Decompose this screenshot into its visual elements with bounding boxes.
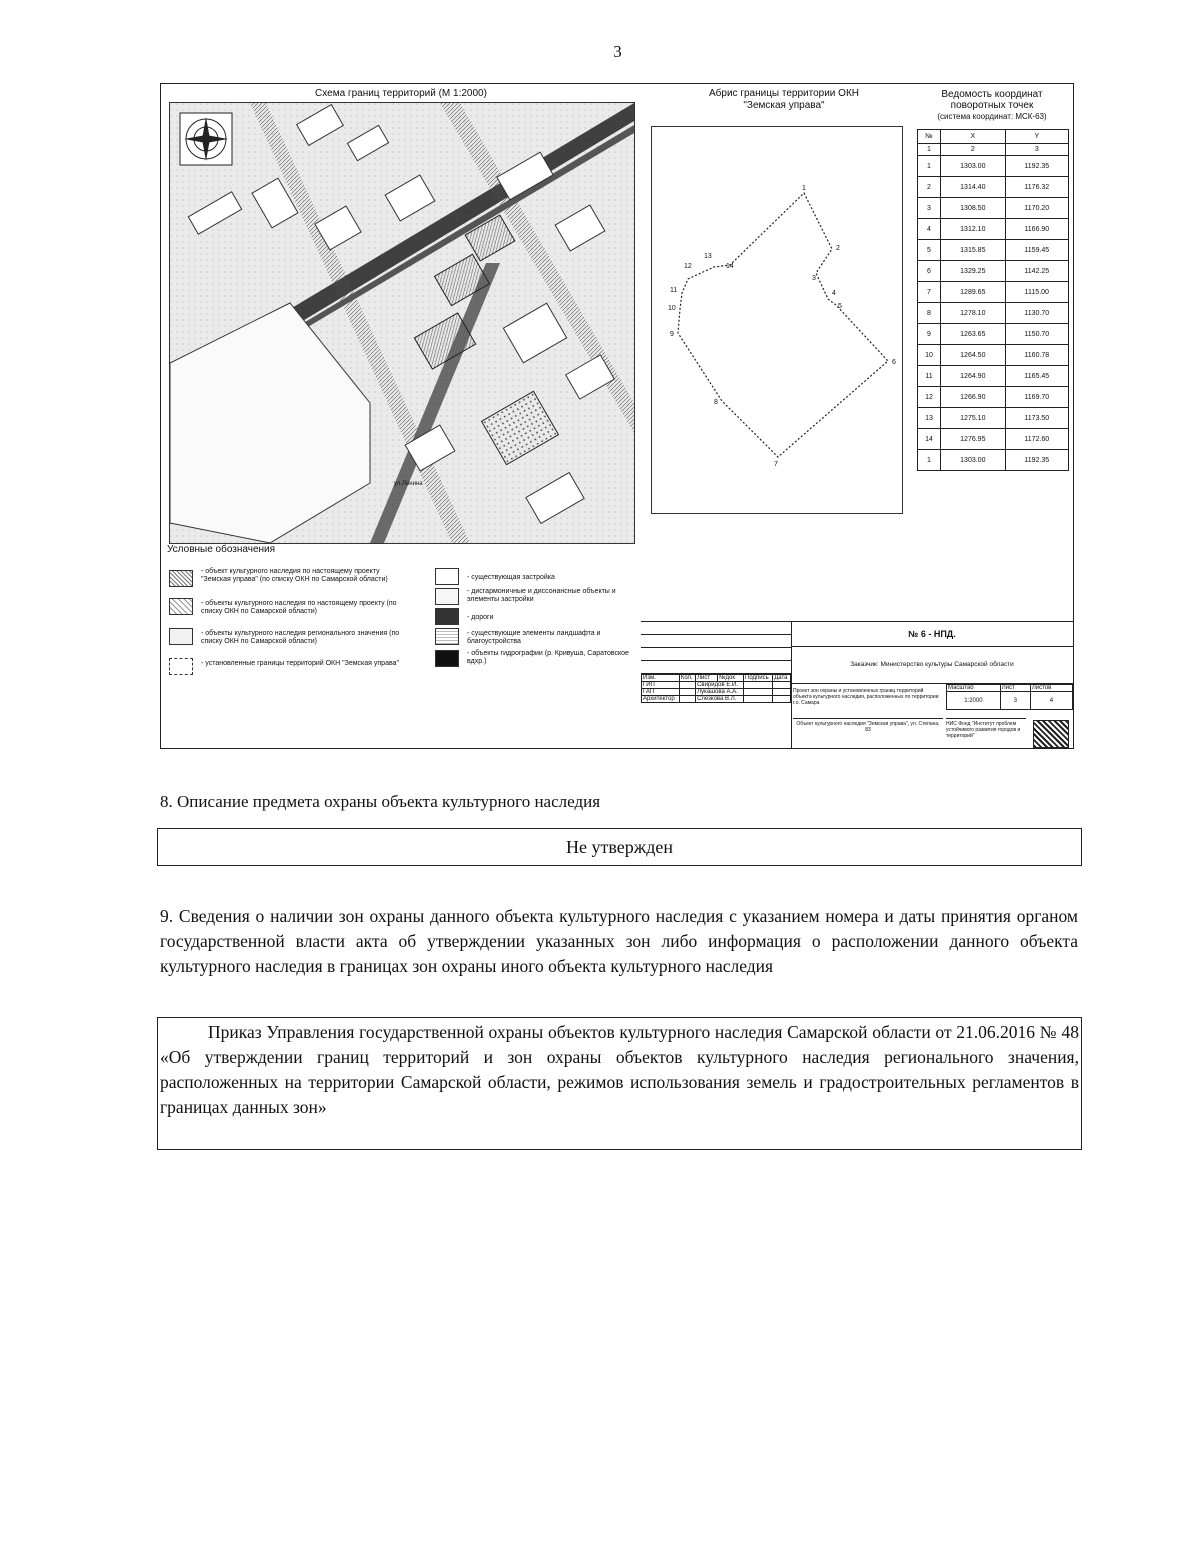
legend-swatch <box>169 628 193 645</box>
legend-swatch <box>435 650 459 667</box>
stamp-person: Лукашова А.А. <box>696 689 744 696</box>
table-row <box>918 408 1069 429</box>
stamp-col-header: №док <box>718 675 744 682</box>
coords-subheader: 1 <box>918 144 941 156</box>
cell: 1308.50 <box>941 198 1006 219</box>
legend-item: - установленные границы территорий ОКН "Земская управа" <box>201 660 399 667</box>
cell: 1264.90 <box>941 366 1006 387</box>
cell: 10 <box>918 345 941 366</box>
map-title: Схема границ территорий (М 1:2000) <box>315 88 487 99</box>
legend-item: - объекты культурного наследия регионального значения (по списку ОКН по Самарской области) <box>201 630 400 645</box>
point-label: 8 <box>714 399 718 406</box>
cell: 1173.50 <box>1005 408 1068 429</box>
abris-title-line1: Абрис границы территории ОКН <box>709 88 859 99</box>
cell: 4 <box>918 219 941 240</box>
table-row <box>918 387 1069 408</box>
coords-table <box>917 129 1069 471</box>
section9-heading: 9. Сведения о наличии зон охраны данного объекта культурного наследия с указанием номера и даты принятия органом государственной власти акта об утверждении указанных зон либо информация о расположении данного объекта культурного наследия в границах зон охраны иного объекта культурного наследия <box>160 906 1078 976</box>
legend-swatch <box>169 658 193 675</box>
point-label: 13 <box>704 253 712 260</box>
cell: 1165.45 <box>1005 366 1068 387</box>
cell: 3 <box>918 198 941 219</box>
cell: 5 <box>918 240 941 261</box>
stamp-person: Слезкова В.Л. <box>696 696 744 703</box>
coords-title-line3: (система координат: МСК-63) <box>937 112 1047 121</box>
cell: 1192.35 <box>1005 156 1068 177</box>
cell: 1159.45 <box>1005 240 1068 261</box>
legend-item: - объекты гидрографии (р. Кривуша, Саратовское вдхр.) <box>467 650 629 665</box>
cell: 1 <box>918 156 941 177</box>
legend-item: - объекты культурного наследия по настоящему проекту (по списку ОКН по Самарской области) <box>201 600 397 615</box>
abris-title-line2: "Земская управа" <box>743 100 825 111</box>
table-row <box>918 156 1069 177</box>
coords-header: X <box>941 130 1006 144</box>
point-label: 12 <box>684 263 692 270</box>
cell: 1192.35 <box>1005 450 1068 471</box>
table-row <box>918 240 1069 261</box>
cell: 1172.60 <box>1005 429 1068 450</box>
cell: 1278.10 <box>941 303 1006 324</box>
coords-title-line2: поворотных точек <box>950 100 1034 111</box>
cell: 1176.32 <box>1005 177 1068 198</box>
point-label: 9 <box>670 331 674 338</box>
point-label: 14 <box>726 263 734 270</box>
cell: 1169.70 <box>1005 387 1068 408</box>
cell: 1275.10 <box>941 408 1006 429</box>
cell: 1130.70 <box>1005 303 1068 324</box>
table-row <box>918 219 1069 240</box>
legend-item: - объект культурного наследия по настоящему проекту "Земская управа" (по списку ОКН по Самарской области) <box>201 568 388 583</box>
cell: 12 <box>918 387 941 408</box>
coords-subheader: 2 <box>941 144 1006 156</box>
legend-item: - дисгармоничные и диссонансные объекты и элементы застройки <box>467 588 616 603</box>
table-row <box>918 450 1069 471</box>
cell: 1329.25 <box>941 261 1006 282</box>
stamp-stage <box>946 684 1073 710</box>
stamp-col-header: Кол. <box>679 675 695 682</box>
table-row <box>918 261 1069 282</box>
cell: 1150.70 <box>1005 324 1068 345</box>
cell: 1289.65 <box>941 282 1006 303</box>
cell: 1266.90 <box>941 387 1006 408</box>
legend-item: - существующая застройка <box>467 574 555 581</box>
cell: 8 <box>918 303 941 324</box>
table-row <box>918 198 1069 219</box>
point-label: 11 <box>670 287 678 294</box>
abris-title <box>649 88 919 112</box>
cell: 1160.78 <box>1005 345 1068 366</box>
compass-icon <box>180 113 232 165</box>
legend-swatch <box>169 570 193 587</box>
section8-value: Не утвержден <box>157 828 1082 866</box>
drawing-sheet <box>160 83 1074 749</box>
legend-swatch <box>435 628 459 645</box>
table-row <box>918 282 1069 303</box>
cell: 1303.00 <box>941 156 1006 177</box>
coords-title-line1: Ведомость координат <box>941 89 1043 100</box>
stamp-signatures <box>641 674 791 703</box>
stamp-person: Свиридов Е.И. <box>696 682 744 689</box>
point-label: 6 <box>892 359 896 366</box>
legend-item: - существующие элементы ландшафта и благоустройства <box>467 630 601 645</box>
street-label: ул.Ленина <box>394 481 423 487</box>
stage-value: 1:2000 <box>947 692 1001 710</box>
stamp-col-header: Лист <box>696 675 718 682</box>
stamp-role: ГАП <box>642 689 680 696</box>
cell: 1166.90 <box>1005 219 1068 240</box>
legend-item: - дороги <box>467 614 494 621</box>
legend-title: Условные обозначения <box>167 544 276 555</box>
cell: 1312.10 <box>941 219 1006 240</box>
legend-swatch <box>169 598 193 615</box>
cell: 1170.20 <box>1005 198 1068 219</box>
title-block <box>641 621 1073 749</box>
cell: 1314.40 <box>941 177 1006 198</box>
section9-box <box>157 1017 1082 1150</box>
stage-value: 4 <box>1030 692 1072 710</box>
page-number: 3 <box>613 42 622 61</box>
point-label: 4 <box>832 290 836 297</box>
legend-swatch <box>435 588 459 605</box>
cell: 14 <box>918 429 941 450</box>
section8-heading: 8. Описание предмета охраны объекта культурного наследия <box>160 792 601 811</box>
stamp-col-header: Изм. <box>642 675 680 682</box>
point-label: 7 <box>774 461 778 468</box>
boundary-map <box>169 102 635 544</box>
cell: 1276.95 <box>941 429 1006 450</box>
stage-value: 3 <box>1000 692 1030 710</box>
cell: 9 <box>918 324 941 345</box>
point-label: 2 <box>836 245 840 252</box>
cell: 6 <box>918 261 941 282</box>
legend-swatch <box>435 568 459 585</box>
point-label: 3 <box>812 275 816 282</box>
table-row <box>918 177 1069 198</box>
cell: 1 <box>918 450 941 471</box>
cell: 1303.00 <box>941 450 1006 471</box>
stamp-project: Проект зон охраны и установленных границ территорий объекта культурного наследия, расположенных по территории г.о. Самара <box>793 688 939 706</box>
cell: 1142.25 <box>1005 261 1068 282</box>
cell: 11 <box>918 366 941 387</box>
cell: 1264.50 <box>941 345 1006 366</box>
stage-header: Листов <box>1030 685 1072 692</box>
coords-subheader: 3 <box>1005 144 1068 156</box>
legend-swatch <box>435 608 459 625</box>
point-label: 5 <box>838 303 842 310</box>
section9-value: Приказ Управления государственной охраны объектов культурного наследия Самарской области от 21.06.2016 № 48 «Об утверждении границ территорий и зон охраны объектов культурного наследия регионального значения, расположенных на территории Самарской области, режимов использования земель и градостроительных регламентов в границах данных зон» <box>160 1022 1079 1117</box>
stage-header: Лист <box>1000 685 1030 692</box>
table-row <box>918 366 1069 387</box>
stamp-role: ГИП <box>642 682 680 689</box>
cell: 13 <box>918 408 941 429</box>
cell: 1315.85 <box>941 240 1006 261</box>
stamp-col-header: Дата <box>773 675 791 682</box>
table-row <box>918 303 1069 324</box>
cell: 2 <box>918 177 941 198</box>
stamp-role: Архитектор <box>642 696 680 703</box>
stamp-col-header: Подпись <box>744 675 773 682</box>
abris-drawing <box>651 126 903 514</box>
coords-header: № <box>918 130 941 144</box>
point-label: 10 <box>668 305 676 312</box>
map-drawing <box>170 103 634 543</box>
stamp-object: Объект культурного наследия "Земская управа", ул. Степана, 83 <box>793 718 943 733</box>
qr-code-icon <box>1033 720 1069 748</box>
table-row <box>918 345 1069 366</box>
stamp-code: № 6 - НПД. <box>791 622 1073 647</box>
stamp-org: НИС Фонд "Институт проблем устойчивого развития городов и территорий" <box>946 718 1026 739</box>
stage-header: Масштаб <box>947 685 1001 692</box>
table-row <box>918 324 1069 345</box>
stamp-customer: Заказчик: Министерство культуры Самарской области <box>791 647 1073 684</box>
table-row <box>918 429 1069 450</box>
cell: 1263.65 <box>941 324 1006 345</box>
coords-title <box>913 89 1071 122</box>
cell: 1115.00 <box>1005 282 1068 303</box>
cell: 7 <box>918 282 941 303</box>
coords-header: Y <box>1005 130 1068 144</box>
point-label: 1 <box>802 185 806 192</box>
